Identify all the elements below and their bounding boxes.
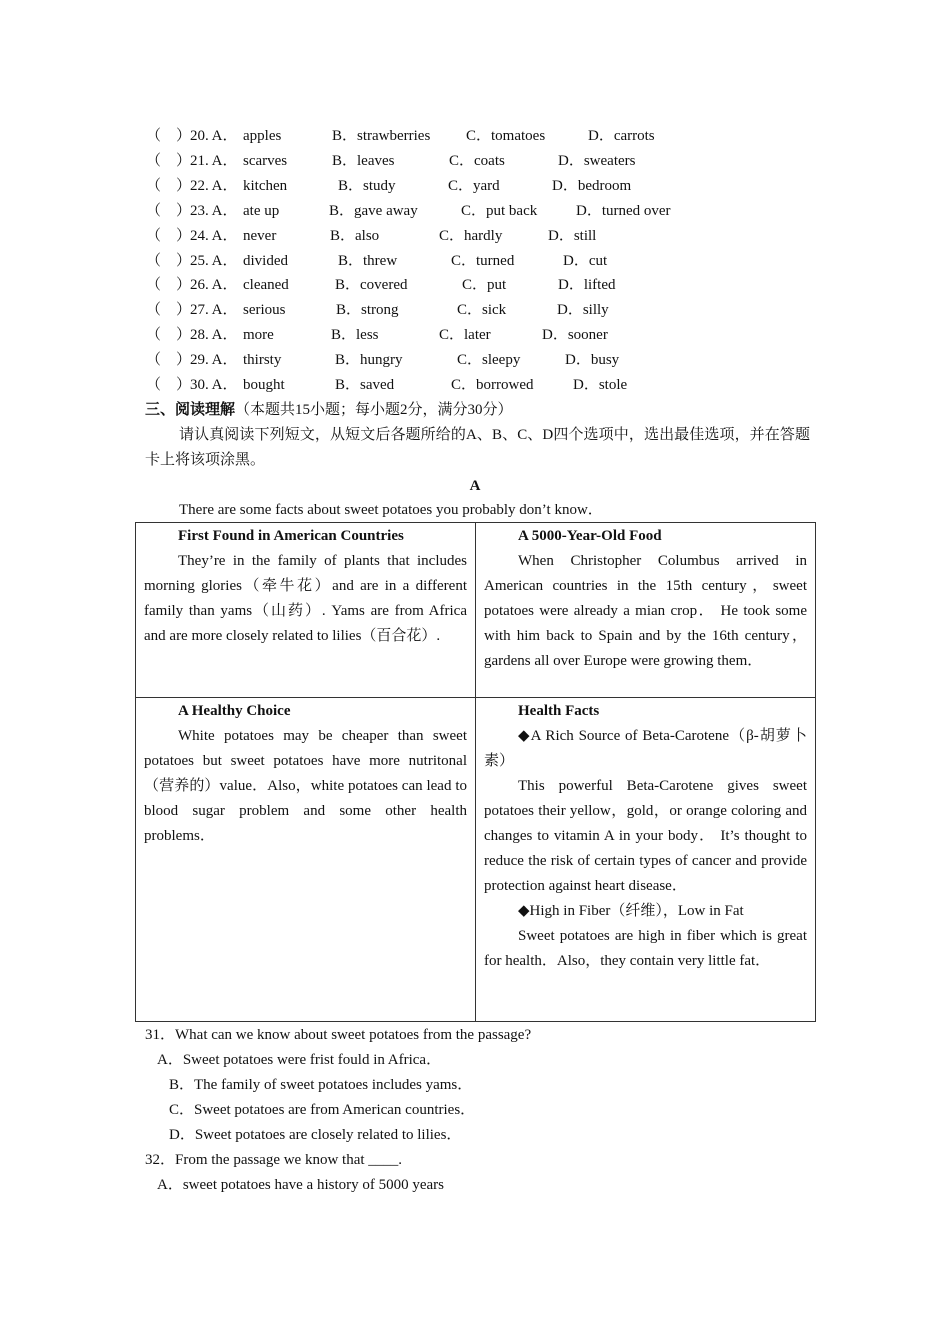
option-d: D．still <box>548 227 597 244</box>
cell-first-found-text: They’re in the family of plants that includes morning glories（牵牛花）and are in a different family than yams（山药）. Yams are from Africa and are more closely related to lilies（百合花）. <box>144 553 467 644</box>
cell-health-facts-bullet1: ◆A Rich Source of Beta-Carotene（β-胡萝卜素） <box>484 728 807 769</box>
option-a: apples <box>243 128 282 144</box>
cell-old-food-text: When Christopher Columbus arrived in American countries in the 15th century，sweet potatoes were already a mian crop． He took some with him back to Spain and by the 16th century，gardens all over Europe were growing them． <box>484 553 807 669</box>
question-31-option-d: D．Sweet potatoes are closely related to lilies． <box>169 1127 462 1143</box>
option-c: C．hardly <box>439 227 503 244</box>
cell-health-facts-text1: This powerful Beta-Carotene gives sweet potatoes their yellow，gold，or orange coloring and changes to vitamin A in your body． It’s thought to reduce the risk of certain types of cancer and provide protection against heart disease． <box>484 778 807 894</box>
question-32: 32．From the passage we know that ____. <box>145 1152 403 1168</box>
question-number: 23. A． <box>190 202 238 219</box>
option-b: B．covered <box>335 277 408 294</box>
section-title-main: 三、阅读理解 <box>145 402 236 418</box>
cell-healthy-choice-title: A Healthy Choice <box>178 703 291 719</box>
question-number: 26. A． <box>190 277 238 294</box>
option-c: C．yard <box>448 177 500 194</box>
option-b: B．strong <box>336 302 399 319</box>
question-31-option-a: A．Sweet potatoes were frist fould in Africa． <box>157 1052 442 1068</box>
cell-first-found <box>136 523 476 698</box>
answer-blank: （ ） <box>146 377 192 393</box>
question-number: 27. A． <box>190 302 238 319</box>
question-number: 22. A． <box>190 177 238 194</box>
option-b: B．strawberries <box>332 128 431 144</box>
cell-health-facts <box>476 698 816 1022</box>
option-a: cleaned <box>243 277 289 294</box>
answer-blank: （ ） <box>146 152 192 169</box>
passage-intro: There are some facts about sweet potatoes you probably don’t know． <box>179 502 603 518</box>
answer-blank: （ ） <box>146 177 192 194</box>
answer-blank: （ ） <box>146 277 192 294</box>
option-a: serious <box>243 302 286 319</box>
option-c: C．sick <box>457 302 507 319</box>
question-31-option-c: C．Sweet potatoes are from American countries． <box>169 1102 476 1118</box>
question-number: 30. A． <box>190 377 238 393</box>
question-number: 25. A． <box>190 252 238 269</box>
option-b: B．saved <box>335 377 395 393</box>
option-d: D．busy <box>565 352 620 369</box>
option-c: C．turned <box>451 252 515 269</box>
cell-healthy-choice-text: White potatoes may be cheaper than sweet potatoes but sweet potatoes have more nutritonal（营养的）value．Also，white potatoes can lead to blood sugar problem and some other health problems． <box>144 728 467 844</box>
option-d: D．bedroom <box>552 177 632 194</box>
cell-old-food <box>476 523 816 698</box>
option-d: D．carrots <box>588 128 655 144</box>
option-d: D．sweaters <box>558 152 636 169</box>
cell-health-facts-bullet2: ◆High in Fiber（纤维），Low in Fat <box>518 903 744 919</box>
option-d: D．sooner <box>542 327 608 344</box>
option-d: D．turned over <box>576 202 671 219</box>
answer-blank: （ ） <box>146 327 192 344</box>
answer-blank: （ ） <box>146 252 192 269</box>
answer-blank: （ ） <box>146 202 192 219</box>
section-title-note: （本题共15小题；每小题2分，满分30分） <box>235 402 513 418</box>
question-number: 20. A． <box>190 128 238 144</box>
question-number: 29. A． <box>190 352 238 369</box>
option-c: C．borrowed <box>451 377 534 393</box>
option-a: more <box>243 327 274 344</box>
answer-blank: （ ） <box>146 302 192 319</box>
cell-health-facts-text2: Sweet potatoes are high in fiber which is great for health．Also，they contain very little fat． <box>484 928 807 969</box>
option-c: C．tomatoes <box>466 128 546 144</box>
cell-old-food-title: A 5000-Year-Old Food <box>518 528 662 544</box>
answer-blank: （ ） <box>146 352 192 369</box>
option-b: B．also <box>330 227 380 244</box>
option-c: C．put back <box>461 202 538 219</box>
question-number: 28. A． <box>190 327 238 344</box>
option-a: ate up <box>243 202 280 219</box>
option-b: B．threw <box>338 252 398 269</box>
answer-blank: （ ） <box>146 128 192 144</box>
answer-blank: （ ） <box>146 227 192 244</box>
option-a: scarves <box>243 152 288 169</box>
question-32-option-a: A．sweet potatoes have a history of 5000 years <box>157 1177 445 1193</box>
cell-first-found-title: First Found in American Countries <box>178 528 404 544</box>
option-a: divided <box>243 252 288 269</box>
option-d: D．cut <box>563 252 608 269</box>
facts-table <box>135 522 816 1022</box>
option-b: B．gave away <box>329 202 418 219</box>
option-b: B．leaves <box>332 152 395 169</box>
question-number: 21. A． <box>190 152 238 169</box>
option-b: B．less <box>331 327 379 344</box>
passage-label: A <box>469 478 481 494</box>
option-a: bought <box>243 377 285 393</box>
option-a: kitchen <box>243 177 288 194</box>
option-d: D．silly <box>557 302 609 319</box>
option-b: B．hungry <box>335 352 403 369</box>
cell-health-facts-title: Health Facts <box>518 703 600 719</box>
question-number: 24. A． <box>190 227 238 244</box>
option-a: never <box>243 227 277 244</box>
section-instruction: 请认真阅读下列短文，从短文后各题所给的A、B、C、D四个选项中，选出最佳选项，并在答题卡上将该项涂黑。 <box>145 427 810 468</box>
option-c: C．later <box>439 327 491 344</box>
option-c: C．put <box>462 277 507 294</box>
section-title <box>145 398 513 422</box>
question-31-option-b: B．The family of sweet potatoes includes yams． <box>169 1077 473 1093</box>
option-c: C．coats <box>449 152 505 169</box>
option-d: D．stole <box>573 377 628 393</box>
option-b: B．study <box>338 177 396 194</box>
option-c: C．sleepy <box>457 352 521 369</box>
cell-healthy-choice <box>136 698 476 1022</box>
option-a: thirsty <box>243 352 282 369</box>
question-31: 31．What can we know about sweet potatoes from the passage? <box>145 1027 532 1043</box>
option-d: D．lifted <box>558 277 616 294</box>
